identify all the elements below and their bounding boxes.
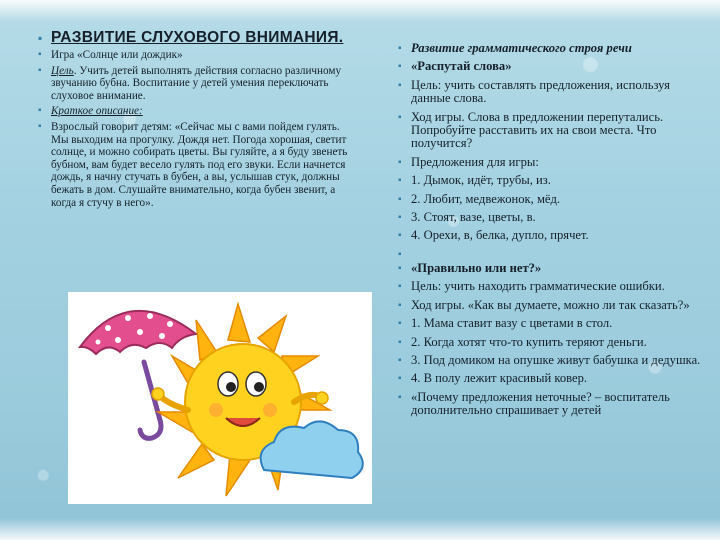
goal-label: Цель: [51, 64, 74, 77]
game1-sentences-label-item: [398, 156, 703, 169]
game2-goal: Цель: учить находить грамматические ошибки.: [411, 279, 665, 294]
sun-umbrella-illustration: [68, 292, 372, 504]
game2-name-item: [398, 262, 703, 275]
goal-item: [38, 65, 358, 103]
game2-sentence-3: 3. Под домиком на опушке живут бабушка и дедушка.: [411, 352, 701, 367]
description-label-item: [38, 105, 358, 118]
list-item: [398, 211, 703, 224]
game-name-item: [38, 49, 358, 62]
list-item: [398, 317, 703, 330]
game1-name: «Распутай слова»: [411, 59, 512, 74]
left-title-item: [38, 30, 358, 46]
list-item: [398, 193, 703, 206]
goal-text: . Учить детей выполнять действия согласно различному звучанию бубна. Воспитание у детей умения переключать слуховое внимание.: [51, 64, 342, 102]
game-name: Игра «Солнце или дождик»: [51, 49, 183, 61]
game2-sentence-4: 4. В полу лежит красивый ковер.: [411, 371, 588, 386]
game2-goal-item: [398, 280, 703, 293]
right-column: [398, 42, 703, 423]
game1-name-item: [398, 60, 703, 73]
bottom-border: [0, 518, 720, 540]
game1-sentences-label: Предложения для игры:: [411, 154, 539, 169]
left-column: [38, 30, 358, 212]
game2-closing: «Почему предложения неточные? – воспитатель дополнительно спрашивает у детей: [411, 389, 670, 418]
game2-sentence-1: 1. Мама ставит вазу с цветами в стол.: [411, 316, 613, 331]
game1-sentence-2: 2. Любит, медвежонок, мёд.: [411, 191, 561, 206]
game2-procedure-item: [398, 299, 703, 312]
game1-procedure: Ход игры. Слова в предложении перепутались. Попробуйте расставить их на свои места. Что получится?: [411, 109, 664, 151]
game2-procedure: Ход игры. «Как вы думаете, можно ли так сказать?»: [411, 297, 690, 312]
game1-sentence-4: 4. Орехи, в, белка, дупло, прячет.: [411, 228, 589, 243]
game1-sentence-1: 1. Дымок, идёт, трубы, из.: [411, 173, 551, 188]
game1-procedure-item: [398, 111, 703, 151]
game2-name: «Правильно или нет?»: [411, 260, 542, 275]
list-item: [398, 372, 703, 385]
list-item: [398, 336, 703, 349]
left-title: РАЗВИТИЕ СЛУХОВОГО ВНИМАНИЯ.: [51, 29, 344, 46]
game1-sentence-3: 3. Стоят, вазе, цветы, в.: [411, 210, 536, 225]
game1-goal: Цель: учить составлять предложения, используя данные слова.: [411, 77, 670, 106]
right-title-item: [398, 42, 703, 55]
description-item: [38, 121, 358, 209]
spacer-item: [398, 248, 703, 257]
list-item: [398, 229, 703, 242]
game1-goal-item: [398, 79, 703, 106]
description-label: Краткое описание:: [51, 105, 143, 118]
description-text: Взрослый говорит детям: «Сейчас мы с вами пойдем гулять. Мы выходим на прогулку. Дождя нет. Погода хорошая, светит солнце, и можно собирать цветы. Вы гуляйте, а я буду звенеть бубном, вам будет весело гулять под его звуки. Если начнется дождь, я начну стучать в бубен, а вы, услышав стук, должны бежать в дом. Слушайте внимательно, когда бубен звенит, а когда я стучу в него».: [51, 120, 348, 209]
sun-with-umbrella-icon: [68, 292, 372, 504]
list-item: [398, 174, 703, 187]
top-border: [0, 0, 720, 22]
game2-closing-item: [398, 391, 703, 418]
list-item: [398, 354, 703, 367]
right-title: Развитие грамматического строя речи: [411, 41, 632, 55]
game2-sentence-2: 2. Когда хотят что-то купить теряют деньги.: [411, 334, 647, 349]
